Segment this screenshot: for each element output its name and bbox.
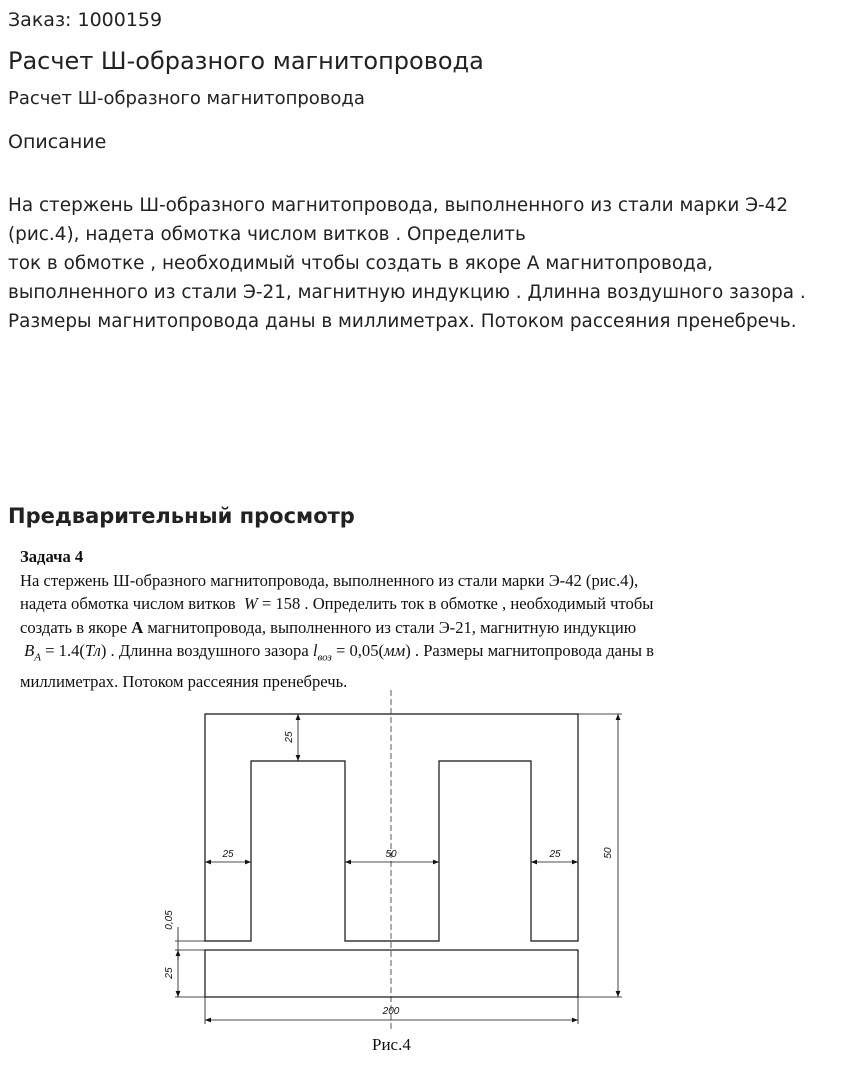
description-line: выполненного из стали Э-21, магнитную индукцию . Длинна воздушного зазора .: [8, 282, 806, 303]
task-line-5: миллиметрах. Потоком рассеяния пренебречь.: [20, 671, 348, 691]
formula-b-subscript: A: [34, 651, 42, 664]
dim-armature-label: 25: [164, 967, 175, 979]
formula-b-symbol: B: [24, 641, 35, 660]
description-line: Размеры магнитопровода даны в миллиметрах. Потоком рассеяния пренебречь.: [8, 311, 797, 332]
task-line-3-rest: магнитопровода, выполненного из стали Э-21, магнитную индукцию: [147, 617, 637, 637]
formula-l-subscript: воз: [317, 651, 332, 664]
formula-l-value: = 0,05(: [331, 641, 385, 660]
task-title: Задача 4: [20, 547, 84, 566]
magnetic-core-drawing: [0, 690, 847, 1035]
task-line-3: [20, 616, 820, 640]
formula-w-value: = 158: [257, 594, 301, 613]
formula-b-unit: Тл: [84, 641, 101, 660]
dim-gap-label: 0,05: [164, 910, 175, 930]
task-preview: [20, 545, 820, 693]
task-line-4-text: . Длинна воздушного зазора: [110, 641, 309, 660]
extension-lines: [175, 714, 622, 1024]
dim-top-label: 25: [284, 731, 295, 743]
dim-left-window-label: 25: [222, 849, 234, 860]
preview-heading: Предварительный просмотр: [8, 504, 355, 528]
core-outline: [205, 714, 578, 941]
task-line-1: На стержень Ш-образного магнитопровода, выполненного из стали марки Э-42 (рис.4),: [20, 570, 639, 590]
formula-b-value: = 1.4(: [41, 641, 85, 660]
description-text: [8, 191, 846, 336]
formula-b-close: ): [100, 641, 107, 660]
formula-l-unit: мм: [384, 641, 406, 660]
dim-width-label: 200: [382, 1006, 400, 1017]
description-line: ток в обмотке , необходимый чтобы создать в якоре А магнитопровода,: [8, 253, 713, 274]
armature-outline: [205, 950, 578, 997]
task-line-2-rest: . Определить ток в обмотке , необходимый чтобы: [304, 594, 654, 613]
description-line: На стержень Ш-образного магнитопровода, выполненного из стали марки Э-42: [8, 195, 789, 216]
description-heading: Описание: [8, 131, 107, 153]
formula-l-symbol: l: [312, 641, 318, 660]
dim-height-label: 50: [603, 847, 614, 859]
dim-right-window-label: 25: [549, 849, 561, 860]
task-line-3-text: создать в якоре: [20, 617, 128, 637]
task-line-4-rest: . Размеры магнитопровода даны в: [414, 641, 655, 660]
figure-caption: Рис.4: [372, 1035, 411, 1054]
armature-label: А: [131, 617, 144, 637]
formula-l-close: ): [405, 641, 411, 660]
task-line-4: [20, 639, 820, 670]
formula-w-symbol: W: [243, 594, 258, 613]
dim-center-label: 50: [385, 849, 397, 860]
page-title: Расчет Ш-образного магнитопровода: [8, 47, 484, 75]
task-line-2: [20, 592, 820, 616]
description-line: (рис.4), надета обмотка числом витков . Определить: [8, 224, 526, 245]
task-line-2-text: надета обмотка числом витков: [20, 594, 236, 613]
order-number: Заказ: 1000159: [8, 9, 163, 31]
page-subtitle: Расчет Ш-образного магнитопровода: [8, 88, 365, 109]
